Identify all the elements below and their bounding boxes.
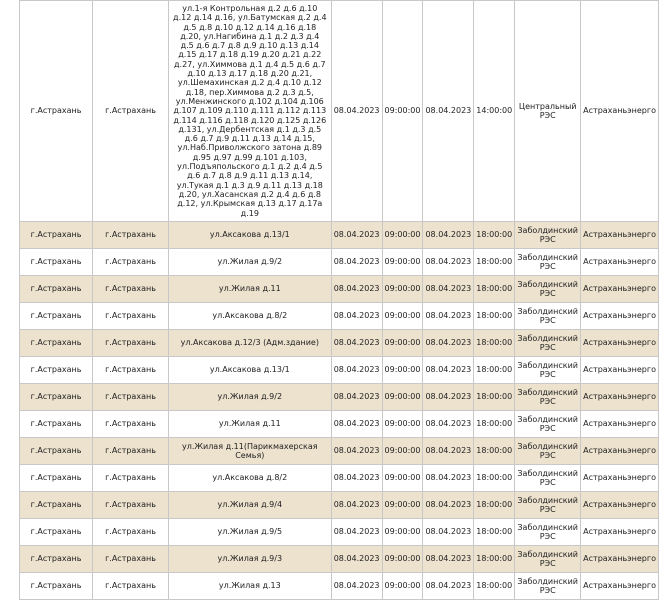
org-cell: Астраханьэнерго: [581, 464, 659, 491]
date-from-cell: 08.04.2023: [331, 248, 382, 275]
address-cell: ул.Аксакова д.8/2: [168, 464, 331, 491]
city-cell: г.Астрахань: [93, 383, 169, 410]
res-cell: Заболдинский РЭС: [515, 329, 581, 356]
region-cell: г.Астрахань: [20, 221, 93, 248]
region-cell: г.Астрахань: [20, 518, 93, 545]
date-from-cell: 08.04.2023: [331, 437, 382, 464]
time-to-cell: 18:00:00: [474, 383, 515, 410]
table-row: [20, 437, 659, 464]
table-row: [20, 572, 659, 599]
table-row: [20, 356, 659, 383]
org-cell: Астраханьэнерго: [581, 248, 659, 275]
res-cell: Заболдинский РЭС: [515, 572, 581, 599]
date-to-cell: 08.04.2023: [423, 248, 474, 275]
time-from-cell: 09:00:00: [382, 518, 423, 545]
region-cell: г.Астрахань: [20, 464, 93, 491]
table-row: [20, 302, 659, 329]
res-cell: Заболдинский РЭС: [515, 275, 581, 302]
region-cell: г.Астрахань: [20, 302, 93, 329]
date-to-cell: 08.04.2023: [423, 221, 474, 248]
address-cell: ул.Аксакова д.8/2: [168, 302, 331, 329]
table-row: [20, 248, 659, 275]
city-cell: г.Астрахань: [93, 248, 169, 275]
date-to-cell: 08.04.2023: [423, 1, 474, 222]
time-to-cell: 18:00:00: [474, 410, 515, 437]
region-cell: г.Астрахань: [20, 248, 93, 275]
date-from-cell: 08.04.2023: [331, 572, 382, 599]
res-cell: Заболдинский РЭС: [515, 221, 581, 248]
date-to-cell: 08.04.2023: [423, 275, 474, 302]
res-cell: Заболдинский РЭС: [515, 437, 581, 464]
org-cell: Астраханьэнерго: [581, 302, 659, 329]
time-to-cell: 18:00:00: [474, 572, 515, 599]
res-cell: Заболдинский РЭС: [515, 410, 581, 437]
city-cell: г.Астрахань: [93, 410, 169, 437]
city-cell: г.Астрахань: [93, 545, 169, 572]
time-to-cell: 18:00:00: [474, 329, 515, 356]
address-cell: ул.Жилая д.9/5: [168, 518, 331, 545]
city-cell: г.Астрахань: [93, 572, 169, 599]
region-cell: г.Астрахань: [20, 275, 93, 302]
region-cell: г.Астрахань: [20, 545, 93, 572]
time-from-cell: 09:00:00: [382, 302, 423, 329]
date-to-cell: 08.04.2023: [423, 302, 474, 329]
region-cell: г.Астрахань: [20, 329, 93, 356]
time-to-cell: 14:00:00: [474, 1, 515, 222]
org-cell: Астраханьэнерго: [581, 410, 659, 437]
date-to-cell: 08.04.2023: [423, 437, 474, 464]
region-cell: г.Астрахань: [20, 383, 93, 410]
time-to-cell: 18:00:00: [474, 356, 515, 383]
address-cell: ул.Жилая д.11: [168, 275, 331, 302]
table-row: [20, 518, 659, 545]
date-to-cell: 08.04.2023: [423, 545, 474, 572]
org-cell: Астраханьэнерго: [581, 491, 659, 518]
table-row: [20, 491, 659, 518]
city-cell: г.Астрахань: [93, 1, 169, 222]
city-cell: г.Астрахань: [93, 518, 169, 545]
address-cell: ул.Жилая д.9/2: [168, 383, 331, 410]
city-cell: г.Астрахань: [93, 221, 169, 248]
org-cell: Астраханьэнерго: [581, 518, 659, 545]
time-to-cell: 18:00:00: [474, 248, 515, 275]
time-from-cell: 09:00:00: [382, 572, 423, 599]
time-from-cell: 09:00:00: [382, 1, 423, 222]
table-row: [20, 1, 659, 222]
date-from-cell: 08.04.2023: [331, 275, 382, 302]
outage-table: [19, 0, 659, 600]
time-from-cell: 09:00:00: [382, 491, 423, 518]
org-cell: Астраханьэнерго: [581, 329, 659, 356]
org-cell: Астраханьэнерго: [581, 545, 659, 572]
address-cell: ул.Жилая д.11(Парикмахерская Семья): [168, 437, 331, 464]
res-cell: Заболдинский РЭС: [515, 356, 581, 383]
date-from-cell: 08.04.2023: [331, 356, 382, 383]
time-from-cell: 09:00:00: [382, 383, 423, 410]
time-to-cell: 18:00:00: [474, 275, 515, 302]
table-row: [20, 410, 659, 437]
date-to-cell: 08.04.2023: [423, 518, 474, 545]
city-cell: г.Астрахань: [93, 329, 169, 356]
city-cell: г.Астрахань: [93, 491, 169, 518]
time-from-cell: 09:00:00: [382, 248, 423, 275]
org-cell: Астраханьэнерго: [581, 1, 659, 222]
time-from-cell: 09:00:00: [382, 545, 423, 572]
res-cell: Заболдинский РЭС: [515, 248, 581, 275]
time-from-cell: 09:00:00: [382, 221, 423, 248]
date-from-cell: 08.04.2023: [331, 1, 382, 222]
res-cell: Заболдинский РЭС: [515, 302, 581, 329]
table-row: [20, 383, 659, 410]
date-from-cell: 08.04.2023: [331, 383, 382, 410]
date-to-cell: 08.04.2023: [423, 491, 474, 518]
table-row: [20, 545, 659, 572]
table-row: [20, 329, 659, 356]
address-cell: ул.Жилая д.9/2: [168, 248, 331, 275]
city-cell: г.Астрахань: [93, 464, 169, 491]
city-cell: г.Астрахань: [93, 437, 169, 464]
city-cell: г.Астрахань: [93, 302, 169, 329]
region-cell: г.Астрахань: [20, 410, 93, 437]
region-cell: г.Астрахань: [20, 1, 93, 222]
address-cell: ул.Жилая д.9/3: [168, 545, 331, 572]
date-from-cell: 08.04.2023: [331, 410, 382, 437]
date-to-cell: 08.04.2023: [423, 410, 474, 437]
date-to-cell: 08.04.2023: [423, 572, 474, 599]
res-cell: Заболдинский РЭС: [515, 545, 581, 572]
date-from-cell: 08.04.2023: [331, 545, 382, 572]
date-from-cell: 08.04.2023: [331, 302, 382, 329]
time-from-cell: 09:00:00: [382, 437, 423, 464]
time-from-cell: 09:00:00: [382, 356, 423, 383]
res-cell: Заболдинский РЭС: [515, 383, 581, 410]
table-row: [20, 464, 659, 491]
date-from-cell: 08.04.2023: [331, 491, 382, 518]
date-from-cell: 08.04.2023: [331, 329, 382, 356]
date-to-cell: 08.04.2023: [423, 383, 474, 410]
date-to-cell: 08.04.2023: [423, 464, 474, 491]
outage-table-body: [20, 1, 659, 600]
time-from-cell: 09:00:00: [382, 410, 423, 437]
region-cell: г.Астрахань: [20, 356, 93, 383]
date-to-cell: 08.04.2023: [423, 356, 474, 383]
time-to-cell: 18:00:00: [474, 302, 515, 329]
time-from-cell: 09:00:00: [382, 464, 423, 491]
date-from-cell: 08.04.2023: [331, 221, 382, 248]
time-to-cell: 18:00:00: [474, 464, 515, 491]
address-cell: ул.Жилая д.13: [168, 572, 331, 599]
res-cell: Центральный РЭС: [515, 1, 581, 222]
table-row: [20, 275, 659, 302]
region-cell: г.Астрахань: [20, 572, 93, 599]
time-to-cell: 18:00:00: [474, 437, 515, 464]
address-cell: ул.Аксакова д.12/3 (Адм.здание): [168, 329, 331, 356]
city-cell: г.Астрахань: [93, 275, 169, 302]
time-to-cell: 18:00:00: [474, 221, 515, 248]
address-cell: ул.Аксакова д.13/1: [168, 221, 331, 248]
org-cell: Астраханьэнерго: [581, 221, 659, 248]
region-cell: г.Астрахань: [20, 437, 93, 464]
date-to-cell: 08.04.2023: [423, 329, 474, 356]
address-cell: ул.Жилая д.11: [168, 410, 331, 437]
address-cell: ул.1-я Контрольная д.2 д.6 д.10 д.12 д.14 д.16, ул.Батумская д.2 д.4 д.5 д.8 д.10 д.12 д.14 д.16 д.18 д.20, ул.Нагибина д.1 д.2 д.3 д.4 д.5 д.6 д.7 д.8 д.9 д.10 д.13 д.14 д.15 д.17 д.18 д.19 д.20 д.21 д.22 д.27, ул.Химмова д.1 д.4 д.5 д.6 д.7 д.10 д.13 д.17 д.18 д.20 д.21, ул.Шемахинская д.2 д.4 д.10 д.12 д.18, пер.Химмова д.2 д.3 д.5, ул.Менжинского д.102 д.104 д.106 д.107 д.109 д.110 д.111 д.112 д.113 д.114 д.116 д.118 д.120 д.125 д.126 д.131, ул.Дербентская д.1 д.3 д.5 д.6 д.7 д.9 д.11 д.13 д.14 д.15, ул.Наб.Приволжского затона д.89 д.95 д.97 д.99 д.101 д.103, ул.Подъяпольского д.1 д.2 д.4 д.5 д.6 д.7 д.8 д.9 д.11 д.13 д.14, ул.Тукая д.1 д.3 д.9 д.11 д.13 д.18 д.20, ул.Хасанская д.2 д.4 д.6 д.8 д.12, ул.Крымская д.13 д.17 д.17а д.19: [168, 1, 331, 222]
table-row: [20, 221, 659, 248]
time-from-cell: 09:00:00: [382, 329, 423, 356]
time-from-cell: 09:00:00: [382, 275, 423, 302]
time-to-cell: 18:00:00: [474, 545, 515, 572]
res-cell: Заболдинский РЭС: [515, 491, 581, 518]
org-cell: Астраханьэнерго: [581, 572, 659, 599]
date-from-cell: 08.04.2023: [331, 464, 382, 491]
org-cell: Астраханьэнерго: [581, 356, 659, 383]
org-cell: Астраханьэнерго: [581, 437, 659, 464]
region-cell: г.Астрахань: [20, 491, 93, 518]
res-cell: Заболдинский РЭС: [515, 464, 581, 491]
org-cell: Астраханьэнерго: [581, 383, 659, 410]
org-cell: Астраханьэнерго: [581, 275, 659, 302]
date-from-cell: 08.04.2023: [331, 518, 382, 545]
res-cell: Заболдинский РЭС: [515, 518, 581, 545]
city-cell: г.Астрахань: [93, 356, 169, 383]
time-to-cell: 18:00:00: [474, 491, 515, 518]
address-cell: ул.Жилая д.9/4: [168, 491, 331, 518]
time-to-cell: 18:00:00: [474, 518, 515, 545]
address-cell: ул.Аксакова д.13/1: [168, 356, 331, 383]
